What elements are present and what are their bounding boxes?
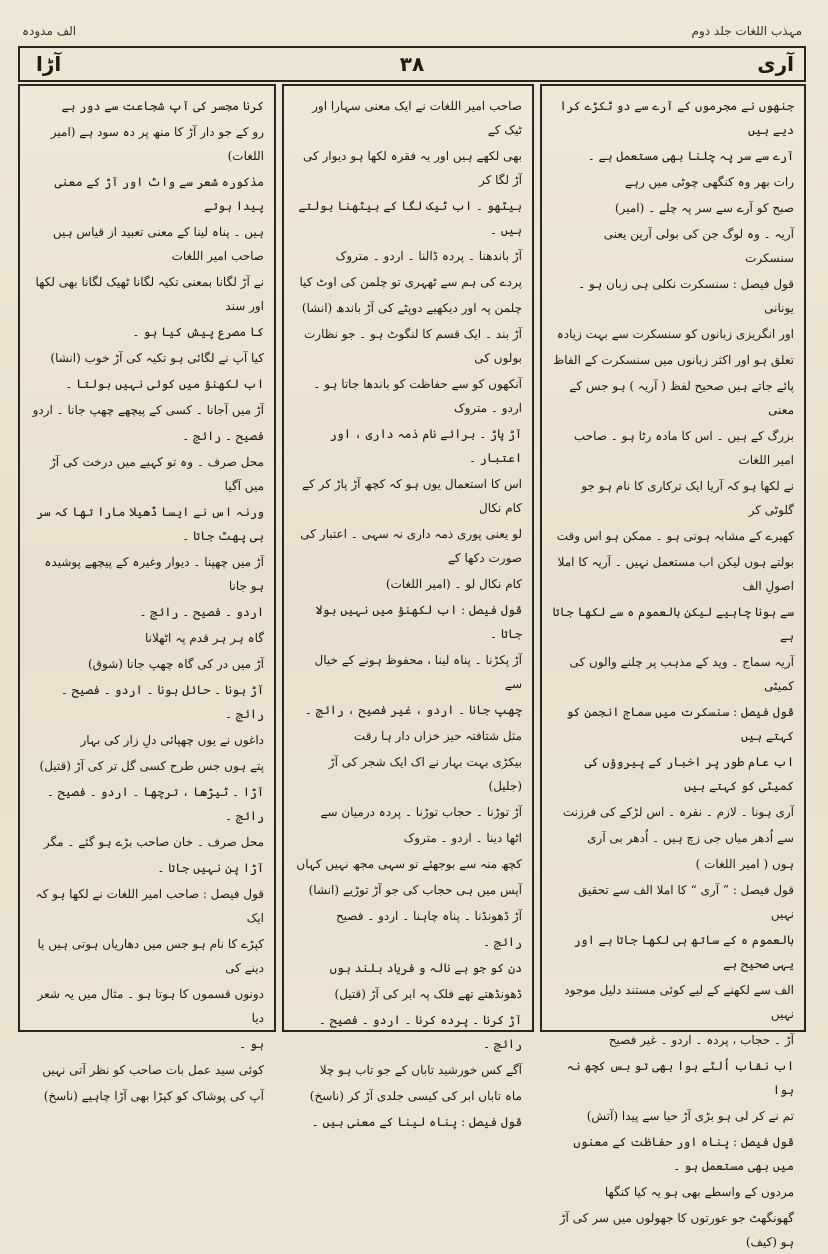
text-line: آپس میں ہی حجاب کی جو آڑ توڑیے (انشا): [308, 883, 522, 897]
text-line: آڑا ۔ ٹیڑھا ، ترچھا ۔ اردو ۔ فصیح ۔ رائج ۔: [46, 785, 264, 823]
column-middle: [282, 84, 534, 1129]
text-line: محل صرف ۔ وہ تو کہیے میں درخت کی آڑ میں آگیا: [49, 455, 264, 493]
text-line: دن کو جو ہے نالہ و فریاد بلند ہوں: [329, 961, 522, 975]
text-line: چلمن پہ اور دیکھیے دوپٹے کی آڑ باندھ (انشا): [301, 301, 522, 315]
text-line: لو یعنی پوری ذمہ داری نہ سہی ۔ اعتبار کی صورت دکھا کے: [300, 527, 522, 565]
text-line: ورنہ اس نے ایسا ڈھیلا مارا تھا کہ سر ہی پھٹ جاتا ۔: [36, 505, 264, 543]
text-line: نے لکھا ہو کہ آریا ایک ترکاری کا نام ہو جو گلوٹی کر: [581, 479, 794, 517]
text-line: آگے کس خورشید تاباں کے جو تاب ہو چلا: [319, 1063, 522, 1077]
text-line: کا مصرع پیش کیا ہو ۔: [132, 325, 264, 339]
text-line: آری ہونا ۔ لازم ۔ نفرہ ۔ اس لڑکے کی فرزنت: [562, 805, 794, 819]
text-line: آڑا پن نہیں جاتا ۔: [157, 861, 264, 875]
page-header: [18, 46, 806, 82]
text-line: ماہ تاباں ابر کی کیسی جلدی آڑ کر (ناسخ): [309, 1089, 522, 1103]
text-line: کوئی سید عمل بات صاحب کو نظر آتی نہیں: [42, 1063, 264, 1077]
text-line: آڑ ڈھونڈنا ۔ پناہ چاہنا ۔ اردو ۔ فصیح: [335, 909, 522, 923]
text-line: آڑ ہونا ۔ حائل ہونا ۔ اردو ۔ فصیح ۔ رائج ۔: [60, 683, 264, 721]
text-line: آڑ باندھنا ۔ پردہ ڈالنا ۔ اردو ۔ متروک: [335, 249, 522, 263]
header-last-word: آڑا: [36, 52, 62, 76]
text-line: کھیرے کے مشابہ ہوتی ہو ۔ ممکن ہو اس وقت: [556, 529, 794, 543]
text-line: الف سے لکھنے کے لیے کوئی مستند دلیل موجود نہیں: [564, 983, 794, 1021]
column-left-text: [30, 94, 264, 1103]
text-line: پتے ہوں جس طرح کسی گل تر کی آڑ (قتیل): [39, 759, 264, 773]
text-line: آریہ ۔ وہ لوگ جن کی بولی آرین یعنی سنسکرت: [603, 227, 794, 265]
text-line: اب عام طور پر اخبار کے پیروؤں کی کمیٹی کو کہتے ہیں: [584, 755, 794, 793]
text-line: ہیں ۔ پناہ لینا کے معنی تعبید از قیاس ہیں صاحب امیر اللغات: [52, 225, 264, 263]
section-label: الف مدودہ: [22, 24, 77, 38]
text-line: پردے کی ہم سے ٹھہری تو چلمن کی اوٹ کیا: [299, 275, 522, 289]
text-line: آرے سے سر پہ چلنا بھی مستعمل ہے ۔: [587, 149, 794, 163]
text-line: صبح کو آرے سے سر پہ چلے ۔ (امیر): [614, 201, 794, 215]
text-line: آڑ میں آجانا ۔ کسی کے پیچھے چھپ جانا ۔ اردو: [32, 403, 264, 417]
text-line: کام نکال لو ۔ (امیر اللغات): [385, 577, 522, 591]
text-line: آنکھوں کو سے حفاظت کو باندھا جاتا ہو ۔ اردو ۔ متروک: [313, 377, 522, 415]
text-line: مردوں کے واسطے بھی ہو یہ کیا کنگھا: [604, 1185, 794, 1199]
text-line: قول فیصل : سنسکرت نکلی ہی زبان ہو ۔ یونانی: [578, 277, 794, 315]
text-line: مذکورہ شعر سے واٹ اور آڑ کے معنی پیدا ہوتے: [54, 175, 264, 213]
column-right: [540, 84, 806, 1249]
text-line: رائج ۔: [483, 935, 522, 949]
text-line: اس کا استعمال یوں ہو کہ کچھ آڑ پاڑ کر کے کام نکال: [302, 477, 522, 515]
text-line: رو کے جو دار آڑ کا منھ پر دہ سود ہے (امیر اللغات): [50, 125, 264, 163]
text-line: ڈھونڈھتے تھے فلک پہ ابر کی آڑ (قتیل): [334, 987, 522, 1001]
text-line: آڑ میں چھپنا ۔ دیوار وغیرہ کے پیچھے پوشیدہ ہو جانا: [44, 555, 264, 593]
text-line: ہوں ( امیر اللغات ): [695, 857, 794, 871]
text-line: ہو ۔: [239, 1037, 264, 1051]
text-line: قول فیصل : پناہ اور حفاظت کے معنوں میں بھی مستعمل ہو ۔: [573, 1135, 794, 1173]
text-line: تعلق ہو اور اکثر زبانوں میں سنسکرت کے الفاظ: [553, 353, 794, 367]
text-line: بولتے ہوں لیکن اب مستعمل نہیں ۔ آریہ کا املا اصولِ الف: [557, 555, 794, 593]
text-line: آڑ بند ۔ ایک قسم کا لنگوٹ ہو ۔ جو نظارت بولوں کی: [304, 327, 522, 365]
text-line: قول فیصل : اب لکھنؤ میں نہیں بولا جاتا ۔: [315, 603, 522, 641]
column-left: [18, 84, 276, 1103]
running-head: [20, 16, 806, 44]
text-line: اور انگریزی زبانوں کو سنسکرت سے بہت زیادہ: [556, 327, 794, 341]
text-line: اب لکھنؤ میں کوئی نہیں بولتا ۔: [65, 377, 264, 391]
text-line: بزرگ کے ہیں ۔ اس کا مادہ رٹا ہو ۔ صاحب امیر اللغات: [573, 429, 794, 467]
text-line: کیا آپ نے لگائی ہو تکیہ کی آڑ خوب (انشا): [50, 351, 264, 365]
page-number: ۳۸: [399, 52, 425, 76]
text-line: دونوں قسموں کا ہوتا ہو ۔ مثال میں یہ شعر دیا: [37, 987, 264, 1025]
text-line: گاہ ہر ہر قدم پہ اٹھلانا: [145, 631, 264, 645]
text-line: آڑ ۔ حجاب ، پردہ ۔ اردو ۔ غیر فصیح: [608, 1033, 794, 1047]
text-line: بیٹھو ۔ اب ٹیک لگا کے بیٹھنا بولتے ہیں ۔: [298, 199, 522, 237]
column-right-text: [552, 94, 794, 1249]
text-line: جنھوں نے مجرموں کے آرے سے دو ٹکڑے کرا دیے ہیں: [559, 99, 794, 137]
header-first-word: آری: [757, 52, 794, 76]
text-line: تم نے کر لی ہو بڑی آڑ حیا سے پیدا (آتش): [586, 1109, 794, 1123]
text-line: نے آڑ لگانا بمعنی تکیہ لگانا ٹھیک لگانا بھی لکھا اور سند: [35, 275, 264, 313]
text-line: اٹھا دینا ۔ اردو ۔ متروک: [403, 831, 522, 845]
text-line: بیکڑی بہت بہار نے اک ایک شجر کی آڑ (جلیل): [328, 755, 522, 793]
text-line: گھونگھٹ جو عورتوں کا جھولوں میں سر کی آڑ ہو (کیف): [559, 1211, 794, 1249]
text-line: اب نقاب اُلٹے ہوا بھی تو بس کچھ نہ ہوا: [566, 1059, 794, 1097]
text-line: محل صرف ۔ خان صاحب بڑے ہو گئے ۔ مگر: [43, 835, 264, 849]
text-line: کچھ منہ سے بوجھئے تو سہی مجھ نہیں کہاں: [296, 857, 522, 871]
text-line: آریہ سماج ۔ وید کے مذہب پر چلنے والوں کی کمیٹی: [569, 655, 794, 693]
text-line: قول فیصل : صاحب امیر اللغات نے لکھا ہو کہ ایک: [35, 887, 264, 925]
text-line: آڑ میں در کی گاہ چھپ جانا (شوق): [88, 657, 264, 671]
text-line: سے اُدھر میاں جی زچ ہیں ۔ اُدھر بی آری: [587, 831, 794, 845]
text-line: اردو ۔ فصیح ۔ رائج ۔: [139, 605, 264, 619]
text-line: داغوں نے یوں چھپائی دلِ زار کی بہار: [80, 733, 264, 747]
text-line: کرنا مجسر کی آپ شجاعت سے دور ہے: [61, 99, 264, 113]
text-line: بالعموم ہ کے ساتھ ہی لکھا جاتا ہے اور یہی صحیح ہے: [573, 933, 794, 971]
text-line: آپ کی پوشاک کو کپڑا بھی آڑا چاہیے (ناسخ): [43, 1089, 264, 1103]
book-title: مہذب اللغات جلد دوم: [691, 24, 802, 38]
text-line: چھپ جانا ۔ اردو ، غیر فصیح ، رائج ۔: [304, 703, 522, 717]
text-line: بھی لکھے ہیں اور یہ فقرہ لکھا ہو دیوار کی آڑ لگا کر: [302, 149, 522, 187]
text-line: آڑ کرنا ۔ پردہ کرنا ۔ اردو ۔ فصیح ۔ رائج ۔: [318, 1013, 522, 1051]
text-line: فصیح ۔ رائج ۔: [182, 429, 264, 443]
text-line: سے ہونا چاہیے لیکن بالعموم ہ سے لکھا جاتا ہے: [552, 605, 794, 643]
text-line: آڑ پکڑنا ۔ پناہ لینا ، محفوظ ہونے کے خیال سے: [314, 653, 522, 691]
text-line: مثل شتافتہ حیز خزاں دار ہا رقت: [353, 729, 522, 743]
text-line: آڑ توڑنا ۔ حجاب توڑنا ۔ پردہ درمیان سے: [320, 805, 522, 819]
text-line: قول فیصل : سنسکرت میں سماج انجمن کو کہتے ہیں: [566, 705, 794, 743]
text-line: صاحب امیر اللغات نے ایک معنی سہارا اور ٹیک کے: [312, 99, 522, 137]
text-line: رات بھر وہ کنگھی چوٹی میں رہے: [624, 175, 794, 189]
text-line: کپڑے کا نام ہو جس میں دھاریاں ہوتی ہیں یا دینے کی: [37, 937, 264, 975]
text-line: قول فیصل : ” آری “ کا املا الف سے تحقیق نہیں: [577, 883, 794, 921]
text-line: آڑ پاڑ ۔ برائے نام ذمہ داری ، اور اعتبار ۔: [329, 427, 522, 465]
text-line: پائے جاتے ہیں صحیح لفظ ( آریہ ) ہو جس کے معنی: [569, 379, 794, 417]
column-middle-text: [294, 94, 522, 1129]
text-line: قول فیصل : پناہ لینا کے معنی ہیں ۔: [311, 1115, 522, 1129]
